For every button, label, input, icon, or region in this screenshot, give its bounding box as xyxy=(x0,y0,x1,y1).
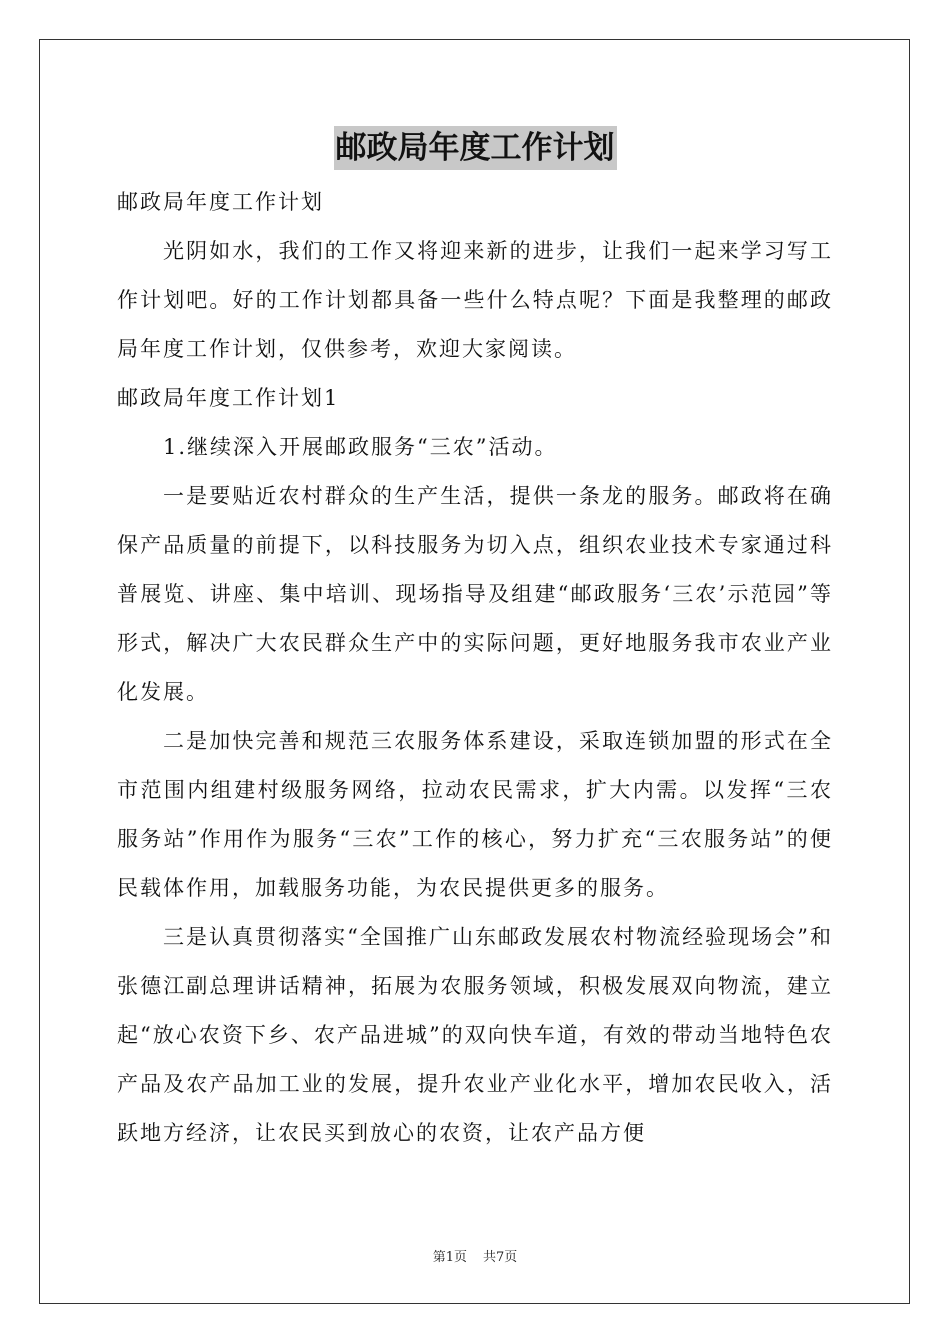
page-footer xyxy=(0,1246,950,1265)
document-body xyxy=(117,178,833,1158)
title-container xyxy=(0,126,950,170)
paragraph-intro: 光阴如水，我们的工作又将迎来新的进步，让我们一起来学习写工作计划吧。好的工作计划都具备一些什么特点呢？下面是我整理的邮政局年度工作计划，仅供参考，欢迎大家阅读。 xyxy=(117,239,833,361)
paragraph-subtitle: 邮政局年度工作计划 xyxy=(117,190,324,214)
paragraph-point-2: 二是加快完善和规范三农服务体系建设，采取连锁加盟的形式在全市范围内组建村级服务网络，拉动农民需求，扩大内需。以发挥“三农服务站”作用作为服务“三农”工作的核心，努力扩充“三农服务站”的便民载体作用，加载服务功能，为农民提供更多的服务。 xyxy=(117,729,833,900)
paragraph-point-1: 一是要贴近农村群众的生产生活，提供一条龙的服务。邮政将在确保产品质量的前提下，以科技服务为切入点，组织农业技术专家通过科普展览、讲座、集中培训、现场指导及组建“邮政服务‘三农’示范园”等形式，解决广大农民群众生产中的实际问题，更好地服务我市农业产业化发展。 xyxy=(117,484,833,704)
paragraph-point-3: 三是认真贯彻落实“全国推广山东邮政发展农村物流经验现场会”和张德江副总理讲话精神，拓展为农服务领域，积极发展双向物流，建立起“放心农资下乡、农产品进城”的双向快车道，有效的带动当地特色农产品及农产品加工业的发展，提升农业产业化水平，增加农民收入，活跃地方经济，让农民买到放心的农资，让农产品方便 xyxy=(117,925,833,1145)
page-number-current: 第1页 xyxy=(432,1250,467,1265)
page-number-total: 共7页 xyxy=(483,1250,518,1265)
paragraph-item-1: 1.继续深入开展邮政服务“三农”活动。 xyxy=(163,435,558,459)
paragraph-section-heading: 邮政局年度工作计划1 xyxy=(117,386,340,410)
document-title: 邮政局年度工作计划 xyxy=(334,126,617,170)
